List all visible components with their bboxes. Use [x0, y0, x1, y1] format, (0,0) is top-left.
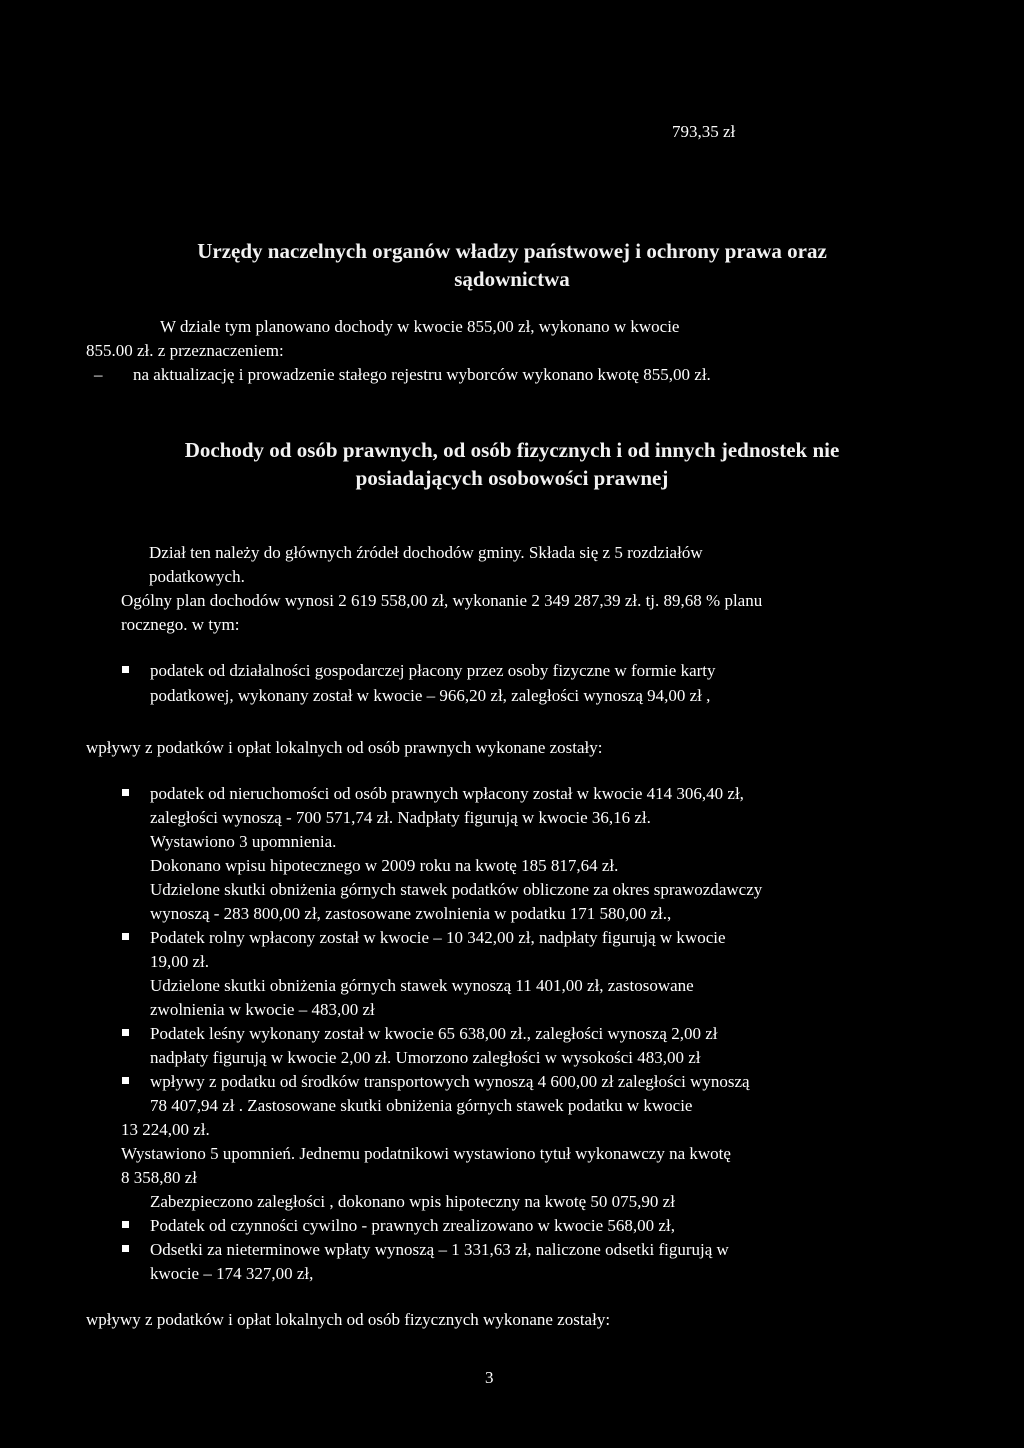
paragraph-line: rocznego. w tym: — [121, 615, 240, 634]
bullet-text: nadpłaty figurują w kwocie 2,00 zł. Umorzono zaległości w wysokości 483,00 zł — [150, 1048, 701, 1067]
bullet-text: wpływy z podatku od środków transportowych wynoszą 4 600,00 zł zaległości wynoszą — [150, 1072, 750, 1091]
bullet-text: Wystawiono 3 upomnienia. — [150, 832, 337, 851]
paragraph-line: na aktualizację i prowadzenie stałego rejestru wyborców wykonano kwotę 855,00 zł. — [133, 365, 711, 384]
bullet-text: 8 358,80 zł — [121, 1168, 198, 1187]
paragraph-line: podatkowych. — [149, 567, 245, 586]
bullet-text: Udzielone skutki obniżenia górnych stawek podatków obliczone za okres sprawozdawczy — [150, 880, 763, 899]
bullet-text: 19,00 zł. — [150, 952, 210, 971]
section-heading-courts-line1: Urzędy naczelnych organów władzy państwowej i ochrony prawa oraz — [197, 239, 827, 263]
bullet-text: podatek od działalności gospodarczej płacony przez osoby fizyczne w formie karty — [150, 661, 716, 680]
bullet-marker — [122, 933, 129, 940]
bullet-text: podatkowej, wykonany został w kwocie – 966,20 zł, zaległości wynoszą 94,00 zł , — [150, 686, 711, 705]
bullet-text: Podatek rolny wpłacony został w kwocie – 10 342,00 zł, nadpłaty figurują w kwocie — [150, 928, 726, 947]
bullet-marker — [122, 789, 129, 796]
paragraph-line: Dział ten należy do głównych źródeł dochodów gminy. Składa się z 5 rozdziałów — [149, 543, 703, 562]
paragraph-line: Ogólny plan dochodów wynosi 2 619 558,00 zł, wykonanie 2 349 287,39 zł. tj. 89,68 % planu — [121, 591, 763, 610]
bullet-text: Udzielone skutki obniżenia górnych stawek wynoszą 11 401,00 zł, zastosowane — [150, 976, 694, 995]
bullet-text: wynoszą - 283 800,00 zł, zastosowane zwolnienia w podatku 171 580,00 zł., — [150, 904, 672, 923]
section-heading-taxes-line1: Dochody od osób prawnych, od osób fizycznych i od innych jednostek nie — [184, 438, 840, 462]
bullet-marker — [122, 1245, 129, 1252]
bullet-text: Dokonano wpisu hipotecznego w 2009 roku na kwotę 185 817,64 zł. — [150, 856, 619, 875]
bullet-text: Podatek leśny wykonany został w kwocie 65 638,00 zł., zaległości wynoszą 2,00 zł — [150, 1024, 718, 1043]
bullet-text: zwolnienia w kwocie – 483,00 zł — [150, 1000, 375, 1019]
bullet-marker — [122, 1077, 129, 1084]
subsection-intro: wpływy z podatków i opłat lokalnych od osób prawnych wykonane zostały: — [86, 738, 603, 757]
section-heading-courts-line2: sądownictwa — [454, 267, 570, 291]
bullet-text: Wystawiono 5 upomnień. Jednemu podatnikowi wystawiono tytuł wykonawczy na kwotę — [121, 1144, 731, 1163]
section-heading-taxes-line2: posiadających osobowości prawnej — [355, 466, 669, 490]
paragraph-line: 855.00 zł. z przeznaczeniem: — [86, 341, 284, 360]
bullet-text: Zabezpieczono zaległości , dokonano wpis hipoteczny na kwotę 50 075,90 zł — [150, 1192, 675, 1211]
top-amount: 793,35 zł — [672, 122, 736, 141]
bullet-marker — [122, 1029, 129, 1036]
paragraph-line: W dziale tym planowano dochody w kwocie 855,00 zł, wykonano w kwocie — [160, 317, 680, 336]
subsection-intro: wpływy z podatków i opłat lokalnych od osób fizycznych wykonane zostały: — [86, 1310, 611, 1329]
page-number: 3 — [485, 1368, 494, 1387]
bullet-marker — [122, 666, 129, 673]
bullet-marker — [122, 1221, 129, 1228]
bullet-text: Odsetki za nieterminowe wpłaty wynoszą – 1 331,63 zł, naliczone odsetki figurują w — [150, 1240, 729, 1259]
bullet-text: kwocie – 174 327,00 zł, — [150, 1264, 314, 1283]
bullet-text: 13 224,00 zł. — [121, 1120, 210, 1139]
bullet-text: podatek od nieruchomości od osób prawnych wpłacony został w kwocie 414 306,40 zł, — [150, 784, 744, 803]
bullet-text: Podatek od czynności cywilno - prawnych zrealizowano w kwocie 568,00 zł, — [150, 1216, 675, 1235]
bullet-text: zaległości wynoszą - 700 571,74 zł. Nadpłaty figurują w kwocie 36,16 zł. — [150, 808, 651, 827]
dash-bullet: – — [94, 365, 103, 384]
bullet-text: 78 407,94 zł . Zastosowane skutki obniżenia górnych stawek podatku w kwocie — [150, 1096, 693, 1115]
